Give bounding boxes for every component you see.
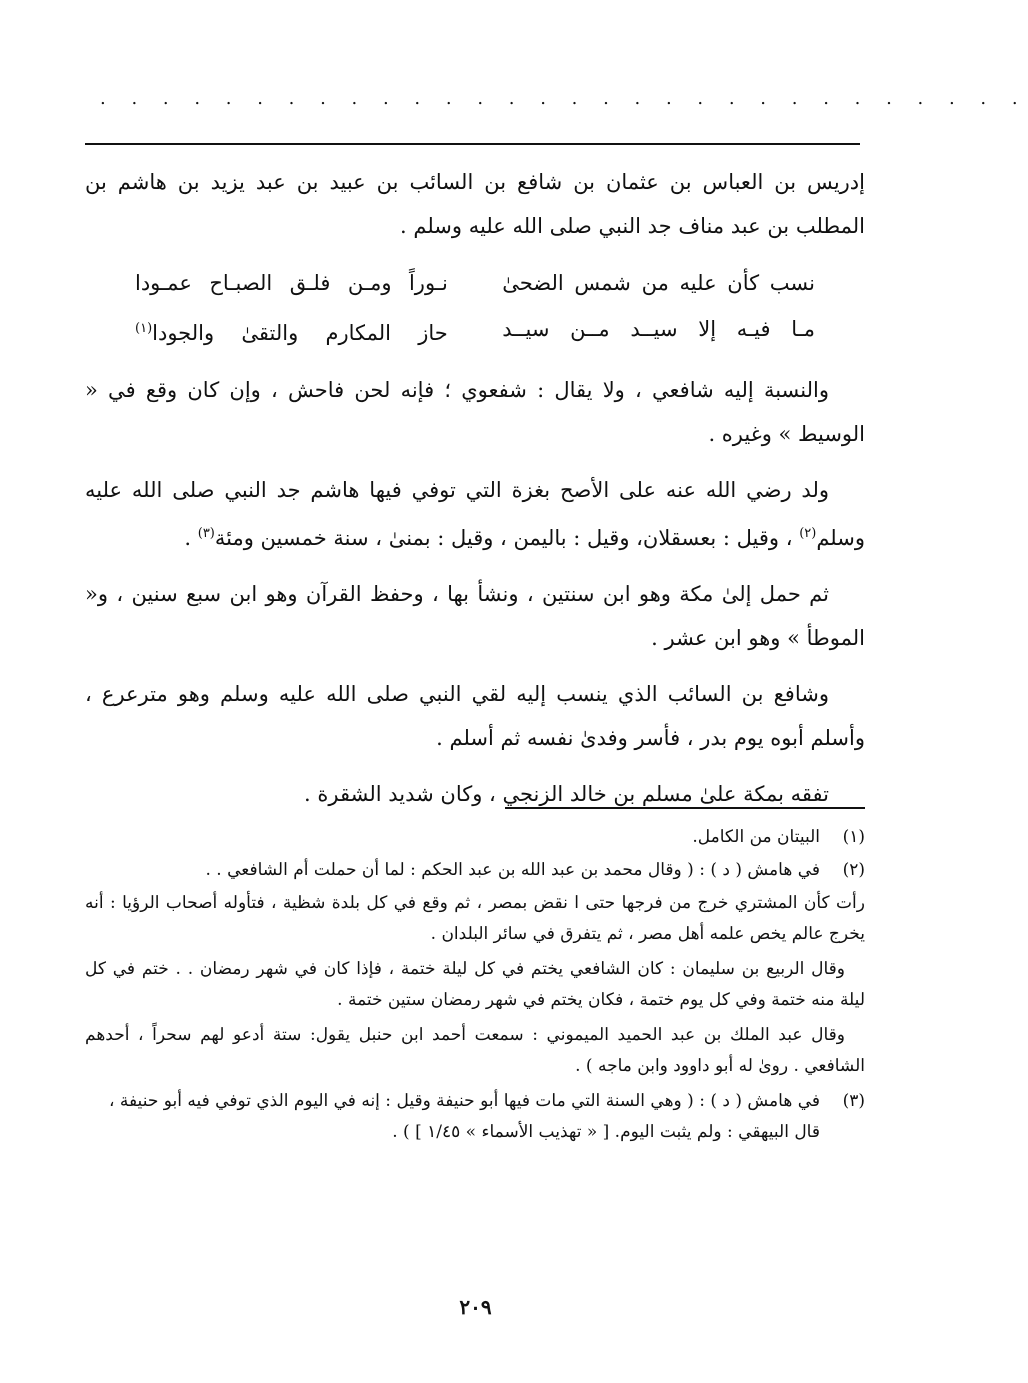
paragraph-studies: تفقه بمكة علىٰ مسلم بن خالد الزنجي ، وكان شديد الشقرة . bbox=[304, 782, 829, 806]
footnote-1 bbox=[85, 822, 865, 853]
verse-2-second-hemistich bbox=[135, 306, 448, 356]
footnote-ref-3: (٣) bbox=[197, 526, 215, 541]
verse-2-text: حاز المكارم والتقىٰ والجودا bbox=[152, 321, 448, 345]
footnote-2-rabi: وقال الربيع بن سليمان : كان الشافعي يختم في كل ليلة ختمة ، فإذا كان في شهر رمضان . . ختم في كل ليلة منه ختمة وفي كل يوم ختمة ، فكان يختم في شهر رمضان ستين ختمة . bbox=[85, 959, 865, 1010]
footnote-2-maymuni: وقال عبد الملك بن عبد الحميد الميموني : سمعت أحمد ابن حنبل يقول: ستة أدعو لهم سحراً ، أحدهم الشافعي . روىٰ له أبو داوود وابن ماجه ) . bbox=[85, 1025, 865, 1076]
footnote-2-number: (٢) bbox=[842, 860, 865, 880]
page-number: ٢٠٩ bbox=[459, 1295, 492, 1319]
footnote-3 bbox=[85, 1086, 865, 1148]
paragraph-shafi: وشافع بن السائب الذي ينسب إليه لقي النبي صلى الله عليه وسلم وهو مترعرع ، وأسلم أبوه يوم بدر ، فأسر وفدىٰ نفسه ثم أسلم . bbox=[85, 682, 865, 750]
footnote-ref-1: (١) bbox=[135, 321, 153, 336]
footnote-1-text: البيتان من الكامل. bbox=[692, 827, 820, 847]
paragraph-birth bbox=[85, 468, 865, 560]
footnote-3-text: في هامش ( د ) : ( وهي السنة التي مات فيها أبو حنيفة وقيل : إنه في اليوم الذي توفي فيه أبو حنيفة ، قال البيهقي : ولم يثبت اليوم. [ « تهذيب الأسماء » ١/٤٥ ] ) . bbox=[108, 1091, 820, 1142]
header-rule bbox=[85, 143, 860, 145]
poem-verse-2 bbox=[135, 306, 815, 356]
birth-text-a: ولد رضي الله عنه على الأصح بغزة التي توفي فيها هاشم جد النبي صلى الله عليه وسلم bbox=[85, 478, 865, 550]
poem-verse-1 bbox=[135, 260, 815, 306]
footnote-3-number: (٣) bbox=[842, 1091, 865, 1111]
verse-1-second-hemistich: نـوراً ومـن فلـق الصبـاح عمـودا bbox=[135, 271, 448, 295]
main-text bbox=[85, 160, 865, 828]
birth-text-c: . bbox=[184, 526, 198, 550]
poem bbox=[135, 260, 815, 356]
verse-2-first-hemistich: مـا فيـه إلا سيــد مــن سيــد bbox=[502, 317, 815, 341]
footnote-2-dream: رأت كأن المشتري خرج من فرجها حتى ا نقض بمصر ، ثم وقع في كل بلدة شظية ، فتأوله أصحاب الرؤيا : أنه يخرج عالم يخص علمه أهل مصر ، ثم يتفرق في سائر البلدان . bbox=[85, 893, 865, 944]
footnote-2 bbox=[85, 855, 865, 886]
verse-1-first-hemistich: نسب كأن عليه من شمس الضحىٰ bbox=[502, 271, 815, 295]
footnote-ref-2: (٢) bbox=[799, 526, 817, 541]
footnote-rule bbox=[505, 807, 865, 809]
birth-text-b: ، وقيل : بعسقلان، وقيل : باليمن ، وقيل : بمنىٰ ، سنة خمسين ومئة bbox=[214, 526, 800, 550]
footnote-2-text: في هامش ( د ) : ( وقال محمد بن عبد الله بن عبد الحكم : لما أن حملت أم الشافعي . . bbox=[205, 860, 820, 880]
paragraph-lineage: إدريس بن العباس بن عثمان بن شافع بن السائب بن عبيد بن عبد يزيد بن هاشم بن المطلب بن عبد مناف جد النبي صلى الله عليه وسلم . bbox=[85, 170, 865, 238]
paragraph-nisba: والنسبة إليه شافعي ، ولا يقال : شفعوي ؛ فإنه لحن فاحش ، وإن كان وقع في « الوسيط » وغيره . bbox=[85, 378, 865, 446]
header-dots: . . . . . . . . . . . . . . . . . . . . . . . . . . . . . . bbox=[100, 88, 1028, 109]
paragraph-childhood: ثم حمل إلىٰ مكة وهو ابن سنتين ، ونشأ بها ، وحفظ القرآن وهو ابن سبع سنين ، و« الموطأ » وهو ابن عشر . bbox=[85, 582, 865, 650]
footnote-1-number: (١) bbox=[842, 827, 865, 847]
footnotes bbox=[85, 822, 865, 1150]
